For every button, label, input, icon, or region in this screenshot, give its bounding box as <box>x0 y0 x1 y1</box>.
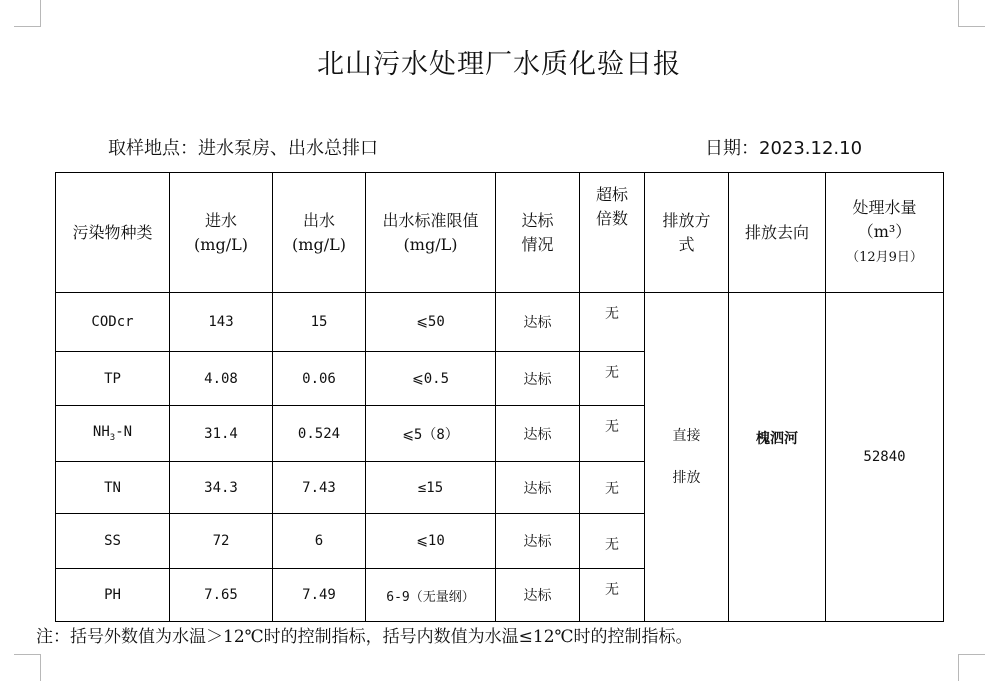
effluent-value: 7.43 <box>273 462 366 514</box>
influent-value: 31.4 <box>170 406 273 462</box>
header-exceed: 超标 倍数 <box>580 173 645 293</box>
header-pollutant: 污染物种类 <box>56 173 170 293</box>
exceed-value: 无 <box>580 293 645 352</box>
limit-value: ⩽10 <box>366 514 496 569</box>
header-limit: 出水标准限值 (mg/L) <box>366 173 496 293</box>
header-discharge-destination: 排放去向 <box>729 173 826 293</box>
exceed-value: 无 <box>580 352 645 406</box>
effluent-value: 0.06 <box>273 352 366 406</box>
compliance-status: 达标 <box>496 293 580 352</box>
limit-value: ≤15 <box>366 462 496 514</box>
compliance-status: 达标 <box>496 352 580 406</box>
report-date: 日期：2023.12.10 <box>705 138 863 159</box>
effluent-value: 15 <box>273 293 366 352</box>
water-quality-table <box>55 172 944 622</box>
table-row <box>56 293 944 352</box>
influent-value: 72 <box>170 514 273 569</box>
compliance-status: 达标 <box>496 406 580 462</box>
compliance-status: 达标 <box>496 462 580 514</box>
limit-value: ⩽0.5 <box>366 352 496 406</box>
pollutant-name: $NH_3-N$ <box>56 406 170 462</box>
pollutant-name: SS <box>56 514 170 569</box>
effluent-value: 6 <box>273 514 366 569</box>
limit-value: 6-9（无量纲） <box>366 569 496 622</box>
header-treated-volume: 处理水量 （m³） （12月9日） <box>826 173 944 293</box>
table-header-row <box>56 173 944 293</box>
limit-value: ⩽50 <box>366 293 496 352</box>
pollutant-name: TP <box>56 352 170 406</box>
effluent-value: 7.49 <box>273 569 366 622</box>
header-compliance: 达标 情况 <box>496 173 580 293</box>
pollutant-name: TN <box>56 462 170 514</box>
corner-mark-top-left <box>14 0 41 27</box>
header-influent: 进水 (mg/L) <box>170 173 273 293</box>
pollutant-name: PH <box>56 569 170 622</box>
influent-value: 143 <box>170 293 273 352</box>
corner-mark-bottom-right <box>958 654 985 681</box>
compliance-status: 达标 <box>496 569 580 622</box>
discharge-destination-cell: 槐泗河 <box>729 293 826 622</box>
influent-value: 34.3 <box>170 462 273 514</box>
influent-value: 4.08 <box>170 352 273 406</box>
corner-mark-top-right <box>958 0 985 27</box>
exceed-value: 无 <box>580 569 645 622</box>
report-title: 北山污水处理厂水质化验日报 <box>317 49 681 80</box>
influent-value: 7.65 <box>170 569 273 622</box>
sampling-location: 取样地点：进水泵房、出水总排口 <box>108 138 378 159</box>
discharge-mode-cell: 直接 排放 <box>645 293 729 622</box>
footnote: 注：括号外数值为水温＞12℃时的控制指标，括号内数值为水温≤12℃时的控制指标。 <box>36 627 693 647</box>
pollutant-name: CODcr <box>56 293 170 352</box>
exceed-value: 无 <box>580 514 645 569</box>
exceed-value: 无 <box>580 462 645 514</box>
effluent-value: 0.524 <box>273 406 366 462</box>
corner-mark-bottom-left <box>14 654 41 681</box>
exceed-value: 无 <box>580 406 645 462</box>
treated-volume-cell: 52840 <box>826 293 944 622</box>
header-discharge-mode: 排放方 式 <box>645 173 729 293</box>
limit-value: ⩽5（8） <box>366 406 496 462</box>
compliance-status: 达标 <box>496 514 580 569</box>
header-effluent: 出水 (mg/L) <box>273 173 366 293</box>
